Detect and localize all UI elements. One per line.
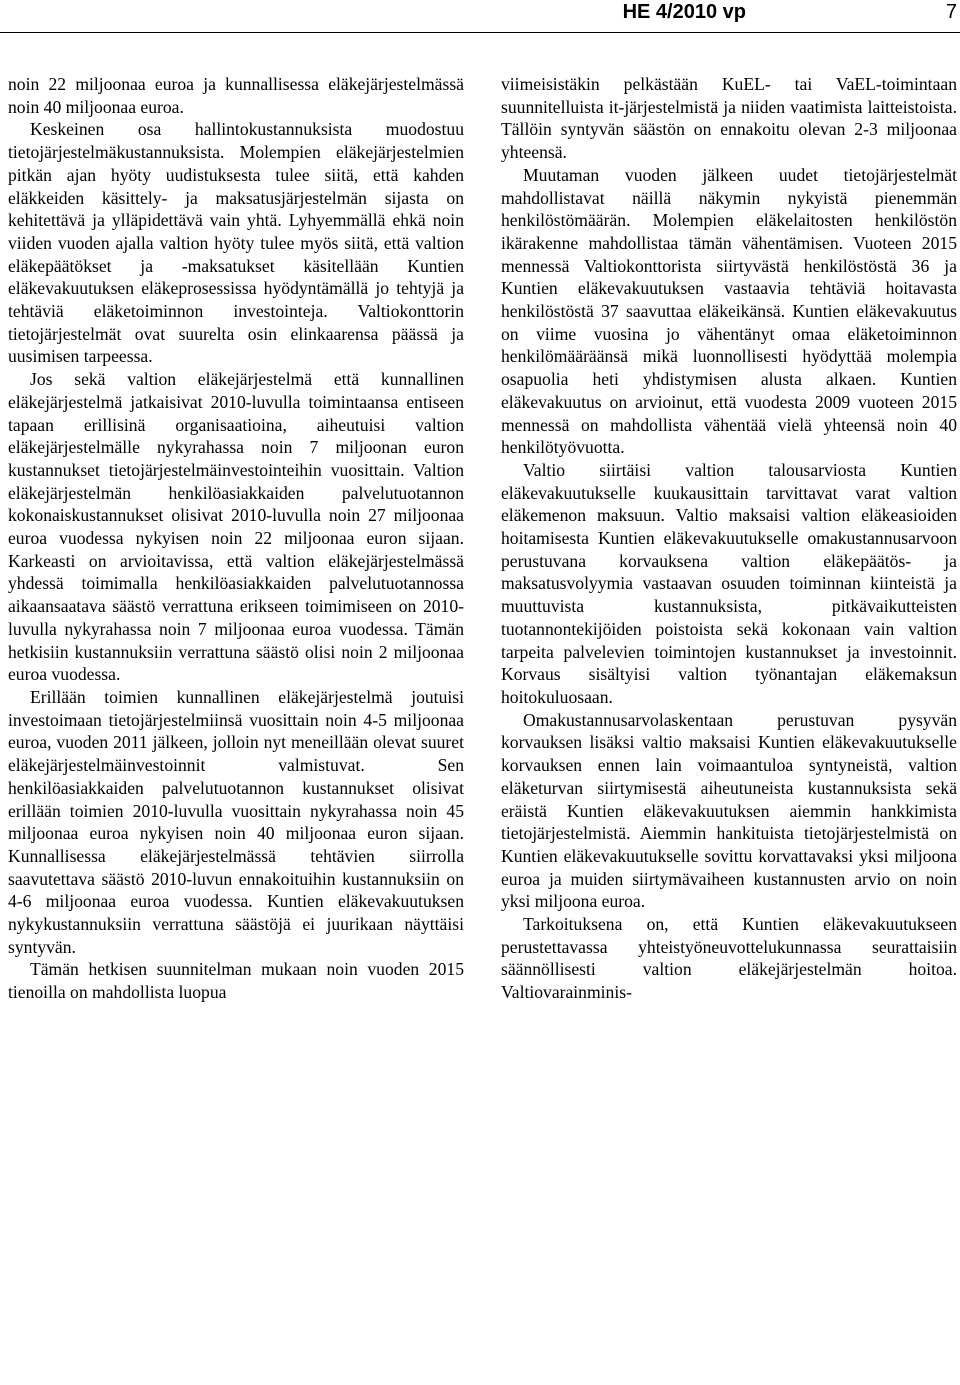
paragraph: noin 22 miljoonaa euroa ja kunnallisessa eläkejärjestelmässä noin 40 miljoonaa euroa. (8, 74, 464, 117)
paragraph: Omakustannusarvolaskentaan perustuvan pysyvän korvauksen lisäksi valtio maksaisi Kuntien eläkevakuutukselle korvauksen ennen lain voimaantuloa syntyneistä, valtion eläketurvan siirtymisestä aiheutuneista kustannuksista sekä eräistä Kuntien eläkevakuutuksen aiemmin hankkimista tietojärjestelmistä. Aiemmin hankituista tietojärjestelmistä on Kuntien eläkevakuutukselle sovittu korvattavaksi yksi miljoona euroa ja muiden siirtymävaiheen kustannusten arvio on noin yksi miljoona euroa. (501, 709, 957, 912)
paragraph: Tämän hetkisen suunnitelman mukaan noin vuoden 2015 tienoilla on mahdollista luopua (8, 959, 464, 1003)
paragraph: Keskeinen osa hallintokustannuksista muodostuu tietojärjestelmäkustannuksista. Molempien eläkejärjestelmien pitkän ajan hyöty uudistuksesta tulee siitä, että kahden eläkkeiden käsittely- ja maksatusjärjestelmän sijasta on kehitettävä ja ylläpidettävä vain yhtä. Lyhyemmällä ehkä noin viiden vuoden ajalla valtion hyöty tulee myös siitä, että valtion eläkepäätökset ja -maksatukset käsitellään Kuntien eläkevakuutuksen eläkeprosessissa hyödyntämällä jo tehtyjä ja tehtäviä eläketoiminnon investointeja. Valtiokonttorin tietojärjestelmät ovat suurelta osin elinkaarensa päässä ja uusimisen tarpeessa. (8, 119, 464, 367)
left-text-column (8, 73, 464, 1004)
paragraph: Jos sekä valtion eläkejärjestelmä että kunnallinen eläkejärjestelmä jatkaisivat 2010-luvulla toimintaansa entiseen tapaan erillisinä organisaatioina, aiheutuisi valtion eläkejärjestelmälle nykyrahassa noin 7 miljoonan euron kustannukset tietojärjestelmäinvestointeihin vuosittain. Valtion eläkejärjestelmän henkilöasiakkaiden palvelutuotannon kokonaiskustannukset olisivat 2010-luvulla noin 27 miljoonaa euroa vuodessa nykyisen noin 22 miljoonaa euron sijaan. Karkeasti on arvioitavissa, että valtion eläkejärjestelmässä yhdessä toimimalla henkilöasiakkaiden palvelutuotannossa aikaansaatava säästö verrattuna erikseen toimimiseen on 2010-luvulla nykyrahassa noin 7 miljoonaa euroa vuodessa. Tämän hetkisiin kustannuksiin verrattuna säästö olisi noin 2 miljoonaa euroa vuodessa. (8, 369, 464, 685)
right-text-column (501, 73, 957, 1004)
paragraph: viimeisistäkin pelkästään KuEL- tai VaEL-toimintaan suunnitelluista it-järjestelmistä ja niiden vaatimista laitteistoista. Tällöin syntyvän säästön on ennakoitu olevan 2-3 miljoonaa yhteensä. (501, 74, 957, 163)
document-id: HE 4/2010 vp (622, 1, 746, 23)
page-number: 7 (945, 1, 957, 23)
paragraph: Tarkoituksena on, että Kuntien eläkevakuutukseen perustettavassa yhteistyöneuvottelukunnassa seurattaisiin säännöllisesti valtion eläkejärjestelmän hoitoa. Valtiovarainminis- (501, 914, 957, 1003)
page-header (0, 0, 960, 33)
paragraph: Muutaman vuoden jälkeen uudet tietojärjestelmät mahdollistavat näillä näkymin nykyistä pienemmän henkilöstömäärän. Molempien eläkelaitosten henkilöstön ikärakenne mahdollistaa tämän vähentämisen. Vuoteen 2015 mennessä Valtiokonttorista siirtyvästä henkilöstöstä 36 ja Kuntien eläkevakuutuksen vastaavia tehtäviä hoitavasta henkilöstöstä 37 saavuttaa eläkeikänsä. Kuntien eläkevakuutus on viime vuosina jo vähentänyt omaa eläketoiminnon henkilömääräänsä mikä luonnollisesti hyödyttää molempia osapuolia heti yhdistymisen alusta alkaen. Kuntien eläkevakuutus on arvioinut, että vuodesta 2009 vuoteen 2015 mennessä on mahdollista vähentää vielä yhteensä noin 40 henkilötyövuotta. (501, 164, 957, 458)
paragraph: Valtio siirtäisi valtion talousarviosta Kuntien eläkevakuutukselle kuukausittain tarvittavat varat valtion eläkemenon maksuun. Valtio maksaisi valtion eläkeasioiden hoitamisesta Kuntien eläkevakuutukselle omakustannusarvoon perustuvana korvauksena valtion eläkepäätös- ja maksatusvolyymia vastaavan osuuden toiminnan kiinteistä ja muuttuvista kustannuksista, pitkävaikutteisten tuotannontekijöiden poistoista sekä kokonaan vain valtion tarpeita palvelevien toimintojen kustannukset ja investoinnit. Korvaus sisältyisi valtion työnantajan eläkemaksun hoitokuluosaan. (501, 459, 957, 707)
paragraph: Erillään toimien kunnallinen eläkejärjestelmä joutuisi investoimaan tietojärjestelmiinsä vuosittain noin 4-5 miljoonaa euroa, vuoden 2011 jälkeen, jolloin nyt meneillään olevat suuret eläkejärjestelmäinvestoinnit valmistuvat. Sen henkilöasiakkaiden palvelutuotannon kustannukset olisivat erillään toimien 2010-luvulla vuosittain nykyrahassa noin 45 miljoonaa euroa nykyisen noin 40 miljoonaa euron sijaan. Kunnallisessa eläkejärjestelmässä tehtävien siirrolla saavutettava säästö 2010-luvun ennakoituihin kustannuksiin on 4-6 miljoonaa euroa vuodessa. Kuntien eläkevakuutuksen nykykustannuksiin verrattuna säästöjä ei juurikaan näyttäisi syntyvän. (8, 686, 464, 957)
